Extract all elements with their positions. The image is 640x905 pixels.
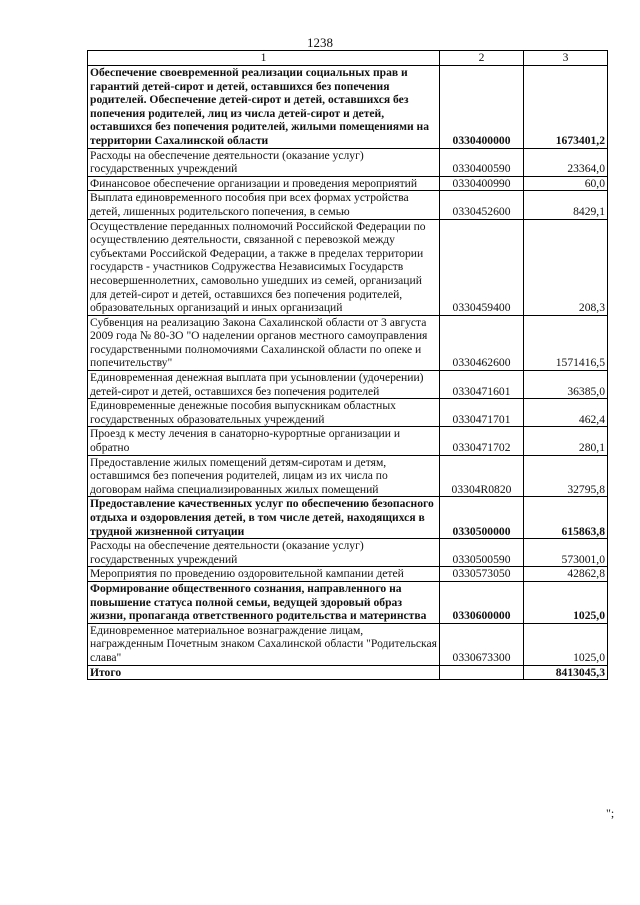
row-amount-cell: 32795,8 [524, 455, 608, 497]
row-name-cell: Итого [88, 665, 440, 680]
table-row [88, 567, 608, 582]
page-number: 1238 [307, 35, 333, 50]
row-code-cell: 0330500590 [440, 539, 524, 567]
closing-quote-mark: "; [606, 806, 615, 820]
row-name-cell: Расходы на обеспечение деятельности (оказание услуг) государственных учреждений [88, 148, 440, 176]
row-amount-cell: 42862,8 [524, 567, 608, 582]
row-code-cell: 0330459400 [440, 219, 524, 315]
table-row [88, 455, 608, 497]
row-name-cell: Предоставление качественных услуг по обеспечению безопасного отдыха и оздоровления детей, в том числе детей, находящихся в трудной жизненной ситуации [88, 497, 440, 539]
row-amount-cell: 573001,0 [524, 539, 608, 567]
table-row [88, 371, 608, 399]
row-code-cell: 0330400990 [440, 176, 524, 191]
row-amount-cell: 280,1 [524, 427, 608, 455]
table-row [88, 623, 608, 665]
row-amount-cell: 60,0 [524, 176, 608, 191]
row-amount-cell: 8413045,3 [524, 665, 608, 680]
table-row [88, 497, 608, 539]
row-name-cell: Осуществление переданных полномочий Российской Федерации по осуществлению деятельности, связанной с перевозкой между субъектами Российской Федерации, а также в пределах территории государств - участников Содружества Независимых Государств несовершеннолетних, самовольно ушедших из семей, организаций для детей-сирот и детей, оставшихся без попечения родителей, образовательных организаций и иных организаций [88, 219, 440, 315]
budget-table [87, 50, 608, 680]
table-body [88, 66, 608, 680]
row-code-cell: 0330471701 [440, 399, 524, 427]
header-row [88, 51, 608, 66]
row-name-cell: Финансовое обеспечение организации и проведения мероприятий [88, 176, 440, 191]
table-row [88, 539, 608, 567]
row-name-cell: Расходы на обеспечение деятельности (оказание услуг) государственных учреждений [88, 539, 440, 567]
row-name-cell: Мероприятия по проведению оздоровительной кампании детей [88, 567, 440, 582]
table-row [88, 66, 608, 149]
row-code-cell: 03304R0820 [440, 455, 524, 497]
row-code-cell: 0330471601 [440, 371, 524, 399]
row-amount-cell: 1025,0 [524, 623, 608, 665]
table-header [88, 51, 608, 66]
row-amount-cell: 8429,1 [524, 191, 608, 219]
row-amount-cell: 1571416,5 [524, 315, 608, 370]
table-row [88, 191, 608, 219]
column-header-3: 3 [524, 51, 608, 66]
row-code-cell: 0330400590 [440, 148, 524, 176]
table-row [88, 148, 608, 176]
row-amount-cell: 1673401,2 [524, 66, 608, 149]
row-name-cell: Субвенция на реализацию Закона Сахалинской области от 3 августа 2009 года № 80-ЗО "О наделении органов местного самоуправления государственными полномочиями Сахалинской области по опеке и попечительству" [88, 315, 440, 370]
row-code-cell: 0330600000 [440, 581, 524, 623]
table-row [88, 581, 608, 623]
row-code-cell: 0330400000 [440, 66, 524, 149]
total-row [88, 665, 608, 680]
table-row [88, 427, 608, 455]
row-amount-cell: 615863,8 [524, 497, 608, 539]
row-code-cell: 0330462600 [440, 315, 524, 370]
table-row [88, 399, 608, 427]
row-name-cell: Единовременные денежные пособия выпускникам областных государственных образовательных учреждений [88, 399, 440, 427]
column-header-1: 1 [88, 51, 440, 66]
row-amount-cell: 462,4 [524, 399, 608, 427]
row-name-cell: Предоставление жилых помещений детям-сиротам и детям, оставшимся без попечения родителей, лицам из их числа по договорам найма специализированных жилых помещений [88, 455, 440, 497]
row-name-cell: Формирование общественного сознания, направленного на повышение статуса полной семьи, ведущей здоровый образ жизни, пропаганда ответственного родительства и материнства [88, 581, 440, 623]
row-name-cell: Единовременное материальное вознаграждение лицам, награжденным Почетным знаком Сахалинской области "Родительская слава" [88, 623, 440, 665]
row-amount-cell: 208,3 [524, 219, 608, 315]
row-name-cell: Выплата единовременного пособия при всех формах устройства детей, лишенных родительского попечения, в семью [88, 191, 440, 219]
row-code-cell: 0330573050 [440, 567, 524, 582]
row-name-cell: Единовременная денежная выплата при усыновлении (удочерении) детей-сирот и детей, оставшихся без попечения родителей [88, 371, 440, 399]
row-amount-cell: 36385,0 [524, 371, 608, 399]
table-row [88, 176, 608, 191]
table-row [88, 219, 608, 315]
row-amount-cell: 23364,0 [524, 148, 608, 176]
row-code-cell: 0330452600 [440, 191, 524, 219]
row-code-cell [440, 665, 524, 680]
row-name-cell: Обеспечение своевременной реализации социальных прав и гарантий детей-сирот и детей, оставшихся без попечения родителей. Обеспечение детей-сирот и детей, оставшихся без попечения родителей, лиц из числа детей-сирот и детей, оставшихся без попечения родителей, жилыми помещениями на территории Сахалинской области [88, 66, 440, 149]
row-code-cell: 0330500000 [440, 497, 524, 539]
row-code-cell: 0330471702 [440, 427, 524, 455]
row-name-cell: Проезд к месту лечения в санаторно-курортные организации и обратно [88, 427, 440, 455]
column-header-2: 2 [440, 51, 524, 66]
row-amount-cell: 1025,0 [524, 581, 608, 623]
row-code-cell: 0330673300 [440, 623, 524, 665]
table-row [88, 315, 608, 370]
